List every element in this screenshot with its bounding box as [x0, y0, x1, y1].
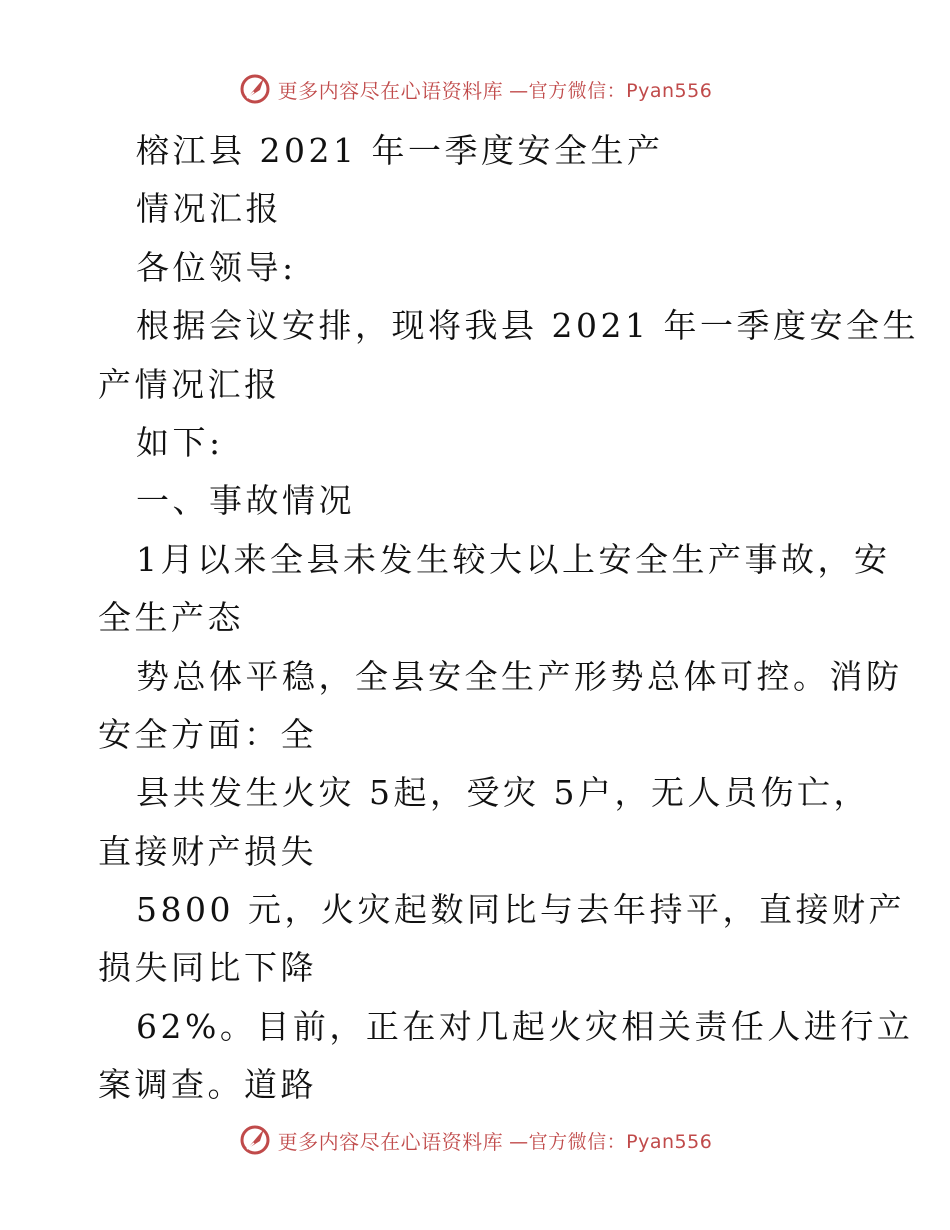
- doc-title-line-2: 情况汇报: [136, 189, 282, 229]
- header-watermark: [0, 72, 950, 106]
- document-body: [98, 122, 919, 1115]
- text-line: 安全方面：全: [98, 714, 317, 754]
- text-line: 势总体平稳，全县安全生产形势总体可控。消防: [136, 656, 903, 696]
- text-line: 损失同比下降: [98, 948, 317, 988]
- watermark-contact: —官方微信：Pyan556: [509, 79, 713, 102]
- text-line: 5800 元，火灾起数同比与去年持平，直接财产: [136, 890, 905, 930]
- section-heading: 一、事故情况: [136, 481, 355, 521]
- text-line: 1月以来全县未发生较大以上安全生产事故，安: [136, 539, 891, 579]
- text-line: 县共发生火灾 5起，受灾 5户，无人员伤亡，: [136, 773, 870, 813]
- text-line: 案调查。道路: [98, 1065, 317, 1105]
- text-line: 产情况汇报: [98, 364, 281, 404]
- watermark-contact: —官方微信：Pyan556: [509, 1130, 713, 1153]
- footer-watermark: [0, 1123, 950, 1157]
- quill-logo-icon: [238, 1123, 272, 1157]
- text-line: 62%。目前，正在对几起火灾相关责任人进行立: [136, 1006, 914, 1046]
- watermark-brand: 更多内容尽在心语资料库: [277, 78, 504, 103]
- text-line: 根据会议安排，现将我县 2021 年一季度安全生: [136, 306, 919, 346]
- watermark-brand: 更多内容尽在心语资料库: [277, 1129, 504, 1154]
- doc-title-line-1: 榕江县 2021 年一季度安全生产: [136, 131, 664, 170]
- text-line: 全生产态: [98, 598, 244, 638]
- salutation: 各位领导:: [136, 247, 297, 287]
- text-line: 如下:: [136, 422, 224, 462]
- text-line: 直接财产损失: [98, 831, 317, 871]
- quill-logo-icon: [238, 72, 272, 106]
